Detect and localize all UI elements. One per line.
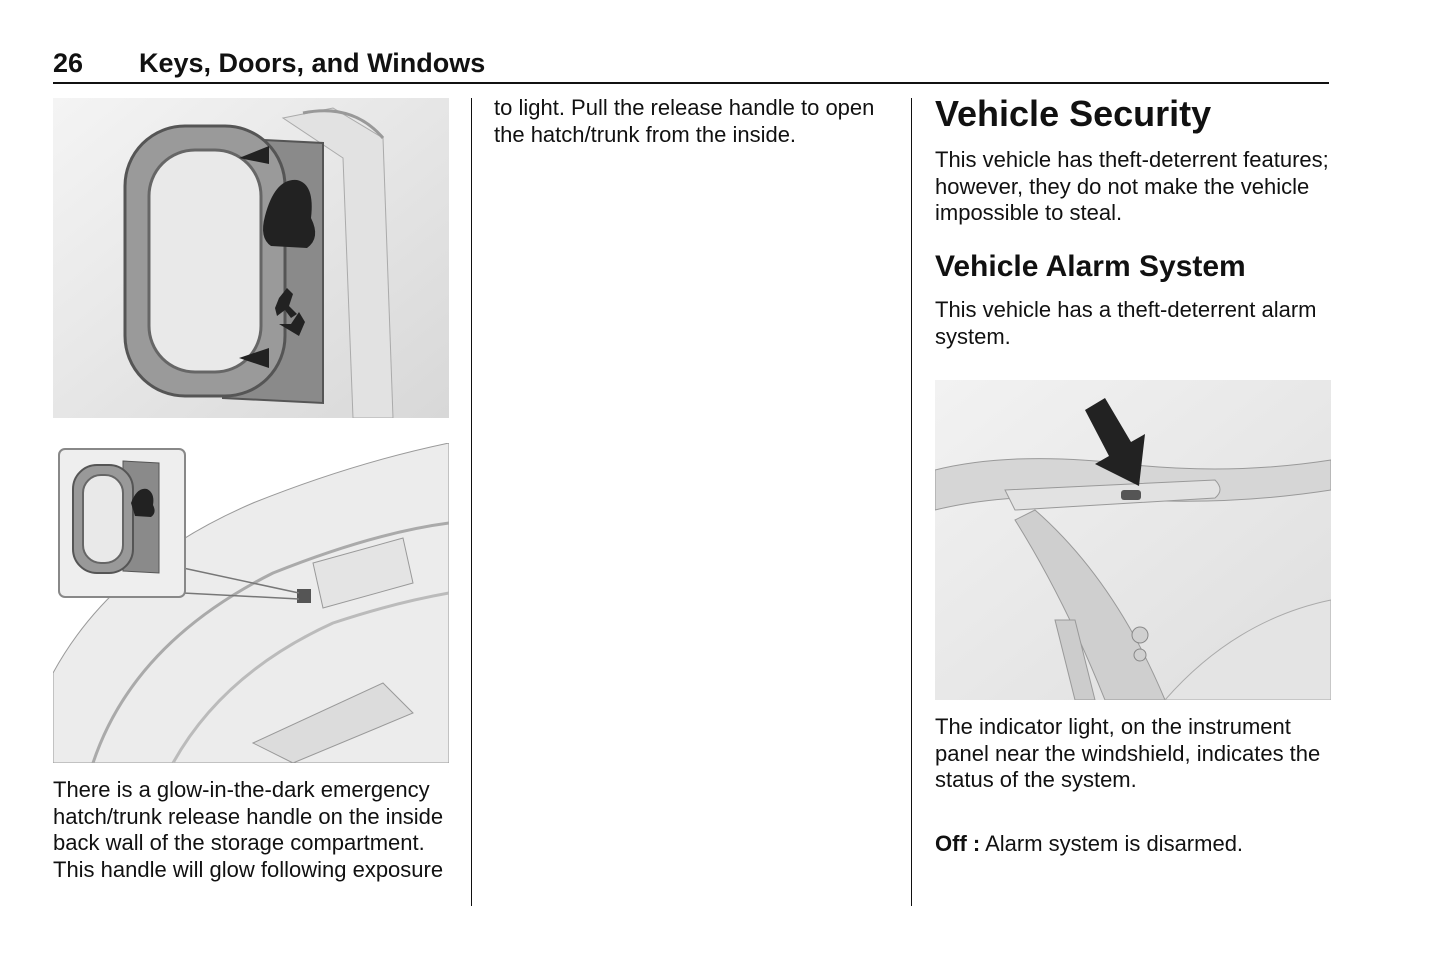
off-status-paragraph bbox=[935, 831, 1335, 858]
vehicle-alarm-system-heading: Vehicle Alarm System bbox=[935, 250, 1246, 283]
trunk-release-continued-paragraph: to light. Pull the release handle to open the hatch/trunk from the inside. bbox=[494, 95, 875, 147]
indicator-light-paragraph: The indicator light, on the instrument panel near the windshield, indicates the status of the system. bbox=[935, 714, 1321, 792]
page-number: 26 bbox=[53, 48, 84, 78]
trunk-interior-illustration bbox=[53, 443, 449, 763]
alarm-indicator-light-illustration bbox=[935, 380, 1331, 700]
section-title: Keys, Doors, and Windows bbox=[139, 48, 486, 78]
off-description: Alarm system is disarmed. bbox=[980, 831, 1244, 856]
trunk-release-handle-illustration bbox=[53, 98, 449, 418]
off-term: Off : bbox=[935, 831, 981, 856]
vehicle-security-paragraph: This vehicle has theft-deterrent features; however, they do not make the vehicle impossible to steal. bbox=[935, 147, 1329, 225]
column-divider-right bbox=[911, 98, 912, 906]
alarm-system-paragraph: This vehicle has a theft-deterrent alarm system. bbox=[935, 297, 1317, 349]
trunk-release-paragraph: There is a glow-in-the-dark emergency hatch/trunk release handle on the inside back wall of the storage compartment. This handle will glow following exposure bbox=[53, 777, 444, 882]
column-divider-left bbox=[471, 98, 472, 906]
vehicle-security-heading: Vehicle Security bbox=[935, 93, 1212, 134]
page-header bbox=[53, 48, 1329, 84]
